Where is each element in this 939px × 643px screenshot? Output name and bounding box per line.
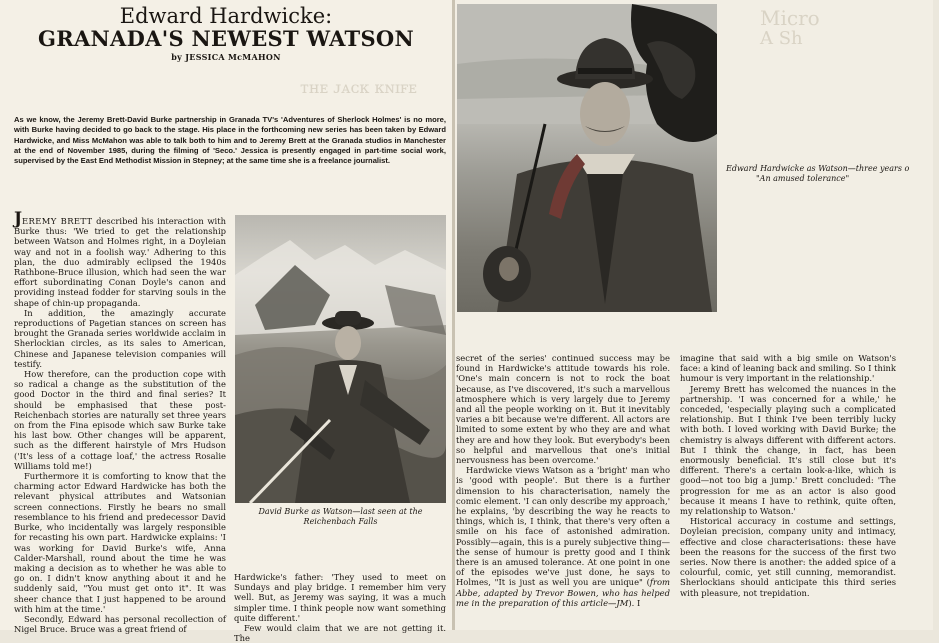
paragraph-text: ). I [628,597,641,608]
caption-hardwicke [720,164,939,184]
standfirst: As we know, the Jeremy Brett-David Burke partnership in Granada TV's 'Adventures of Sherlock Holmes' is no more, with Burke having decided to go back to the stage. His place in the forthcoming new series has been taken by Edward Hardwicke, and Miss McMahon was able to talk both to him and to Jeremy Brett at the Granada studios in Manchester at the end of November 1985, during the filming of 'Seco.' Jessica is presently engaged in part-time social work, supervised by the East End Methodist Mission in Stepney; at the same time she is a freelance journalist. [14,115,446,166]
article-column-2 [234,572,446,643]
paragraph-text: Hardwicke views Watson as a 'bright' man who is 'good with people'. But there is a further dimension to his characterisation, namely the comic element. 'I can only describe my approach,' he explains, 'by describing the way he reacts to things, which is, I think, that there's very often a smile on his face of astonished admiration. Possibly—again, this is a purely subjective thing—the sense of humour is pretty good and I think there is an amused tolerance. At one point in one of the episodes we've just done, he says to Holmes, "It is just as well you are unique" ( [456,465,670,588]
paragraph: In addition, the amazingly accurate reproductions of Pagetian stances on screen has brought the Granada series worldwide acclaim in Sherlockian circles, as its sales to American, Chinese and Japanese television companies will testify. [14,307,226,369]
byline: by JESSICA McMAHON [171,52,281,62]
paragraph: Historical accuracy in costume and settings, Doyleian precision, company unity and intimacy, effective and close characterisations: these have been the reasons for the success of the first two series. Now there is another: the added spice of a colourful, comic, yet still cunning, memorandist. Sherlockians should anticipate this third series with pleasure, not trepidation. [680,516,896,598]
caption-line: "An amused tolerance" [756,174,850,183]
paragraph: Few would claim that we are not getting it. The [234,623,446,643]
paragraph: Jeremy Brett has welcomed the nuances in the partnership. 'I was concerned for a while,' he conceded, 'especially playing such a complicated relationship. But I think I've been terribly lucky with both. I loved working with David Burke; the chemistry is always different with different actors. But I think the change, in fact, has been enormously beneficial. It's still close but it's different. There's a certain look-a-like, which is good—not too big a jump.' Brett concluded: 'The progression for me as an actor is also good because it means I have to rethink, quite often, my relationship to Watson.' [680,383,896,517]
photo-david-burke [235,215,446,503]
drop-cap: J [14,209,23,229]
article-column-4 [680,353,896,613]
caption-line: Edward Hardwicke as Watson—three years o [726,164,910,173]
bleed-through-text: A Sh [760,28,803,49]
paragraph-text: described his interaction with Burke thus: 'We tried to get the relationship between Watson and Holmes right, in a Doyleian way and not in a foolish way.' Adhering to this plan, the duo admirably eclipsed the 1940s Rathbone-Bruce illusion, which had seen the war effort subordinating Conan Doyle's canon and providing instead fodder for starving souls in the shape of chin-up propaganda. [14,216,226,308]
headline-top: Edward Hardwicke: [119,4,333,28]
bleed-through-text: ᴛʜᴇ ᴊᴀᴄᴋ ᴋɴɪꜰᴇ [300,78,418,97]
paragraph-italic: from Abbe, adapted by Trevor Bowen, who has helped me in the preparation of this article—JM [456,577,670,608]
bleed-through-text: Micro [760,6,820,30]
article-column-1 [14,209,226,635]
paragraph: Hardwicke's father: 'They used to meet on Sundays and play bridge. I remember him very well. But, as Jeremy was saying, it was a much simpler time. I think people now want something quite different.' [234,572,446,623]
left-page [0,0,452,643]
photo-edward-hardwicke [457,4,717,312]
lead-in: EREMY BRETT [22,216,93,226]
paragraph: imagine that said with a big smile on Watson's face: a kind of leaning back and smiling. So I think humour is very important in the relationship.' [680,353,896,384]
paragraph: Secondly, Edward has personal recollection of Nigel Bruce. Bruce was a great friend of [14,613,226,635]
paragraph: Furthermore it is comforting to know that the charming actor Edward Hardwicke has both the relevant physical attributes and Watsonian screen connections. Firstly he bears no small resemblance to his friend and predecessor David Burke, who incidentally was largely responsible for recasting his own part. Hardwicke explains: 'I was working for David Burke's wife, Anna Calder-Marshall, round about the time he was making a decision as to whether he was able to go on. I didn't know anything about it and he suddenly said, "You must get onto it". It was sheer chance that I just happened to be around with him at the time.' [14,471,226,614]
caption-burke: David Burke as Watson—last seen at the Reichenbach Falls [258,507,423,526]
photo-burke-illustration [235,215,446,503]
paragraph: How therefore, can the production cope with so radical a change as the substitution of the good Doctor in the third and final series? It should be emphasised that these post-Reichenbach stories are naturally set three years on from the Fina episode which saw Burke take his last bow. Other changes will be apparent, such as the different hairstyle of Mrs Hudson ('It's less of a cottage loaf,' the actress Rosalie Williams told me!) [14,369,226,471]
paragraph [456,465,670,608]
headline-main: GRANADA'S NEWEST WATSON [37,26,415,51]
photo-hardwicke-illustration [457,4,717,312]
paragraph: secret of the series' continued success may be found in Hardwicke's attitude towards his role. 'One's main concern is not to rock the boat because, as I've discovered, it's such a marvellous atmosphere which is very largely due to Jeremy and all the people working on it. But it inevitably varies a bit because we're different. All actors are limited to some extent by who they are and what they are and how they look. But everybody's been so helpful and marvellous that one's initial nervousness has been overcome.' [456,353,670,466]
article-column-3 [456,353,670,613]
paragraph [14,209,226,308]
